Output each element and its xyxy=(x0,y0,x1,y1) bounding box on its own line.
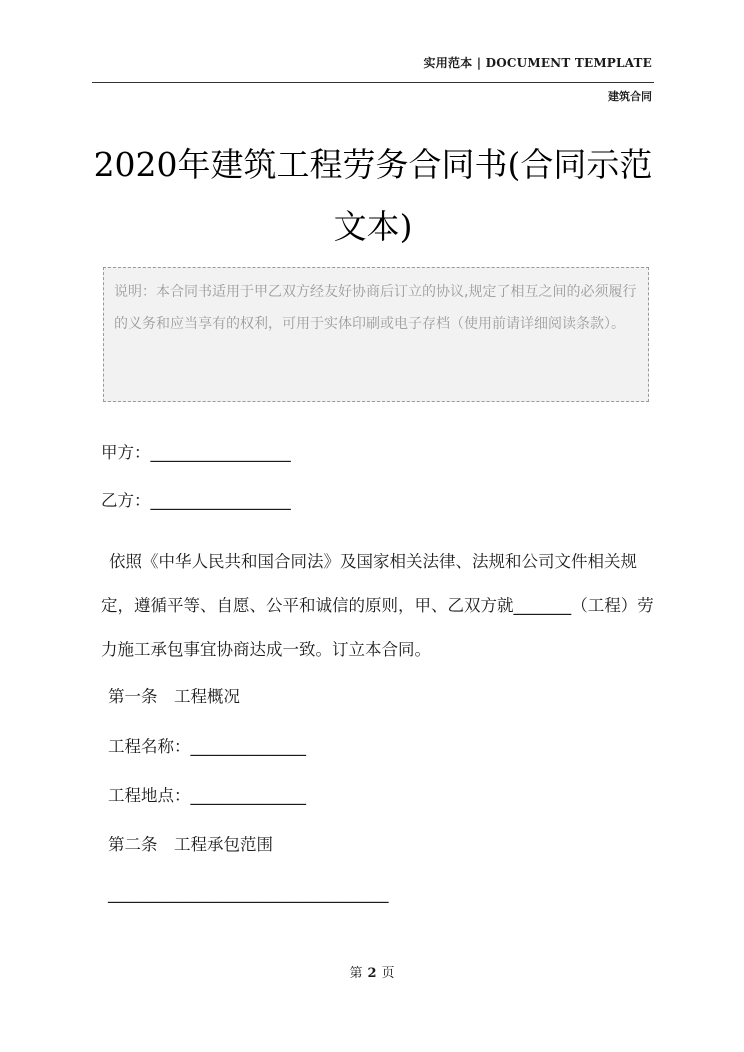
intro-paragraph: 依照《中华人民共和国合同法》及国家相关法律、法规和公司文件相关规定，遵循平等、自愿、公平和诚信的原则，甲、乙双方就_______（工程）劳力施工承包事宜协商达成一致。订立本合同。 xyxy=(101,552,654,659)
project-location-line: 工程地点：______________ xyxy=(108,786,306,805)
header-divider xyxy=(92,82,654,83)
header-category: 建筑合同 xyxy=(608,90,652,103)
party-a-line: 甲方：_________________ xyxy=(101,443,291,462)
document-title: 2020年建筑工程劳务合同书(合同示范文本) xyxy=(93,145,653,246)
footer-prefix: 第 xyxy=(349,966,363,981)
project-name-line: 工程名称：______________ xyxy=(108,737,306,756)
scope-blank-line: __________________________________ xyxy=(108,884,389,903)
header-document-template: 实用范本 | DOCUMENT TEMPLATE xyxy=(423,56,652,70)
page-number: 2 xyxy=(367,966,377,981)
note-box xyxy=(103,267,649,402)
article-1-heading: 第一条 工程概况 xyxy=(108,687,240,706)
article-2-heading: 第二条 工程承包范围 xyxy=(108,835,273,854)
party-b-line: 乙方：_________________ xyxy=(101,491,291,510)
page-footer xyxy=(0,962,744,981)
note-text: 说明：本合同书适用于甲乙双方经友好协商后订立的协议,规定了相互之间的必须履行的义务和应当享有的权利，可用于实体印刷或电子存档（使用前请详细阅读条款）。 xyxy=(114,284,637,332)
footer-suffix: 页 xyxy=(381,966,395,981)
